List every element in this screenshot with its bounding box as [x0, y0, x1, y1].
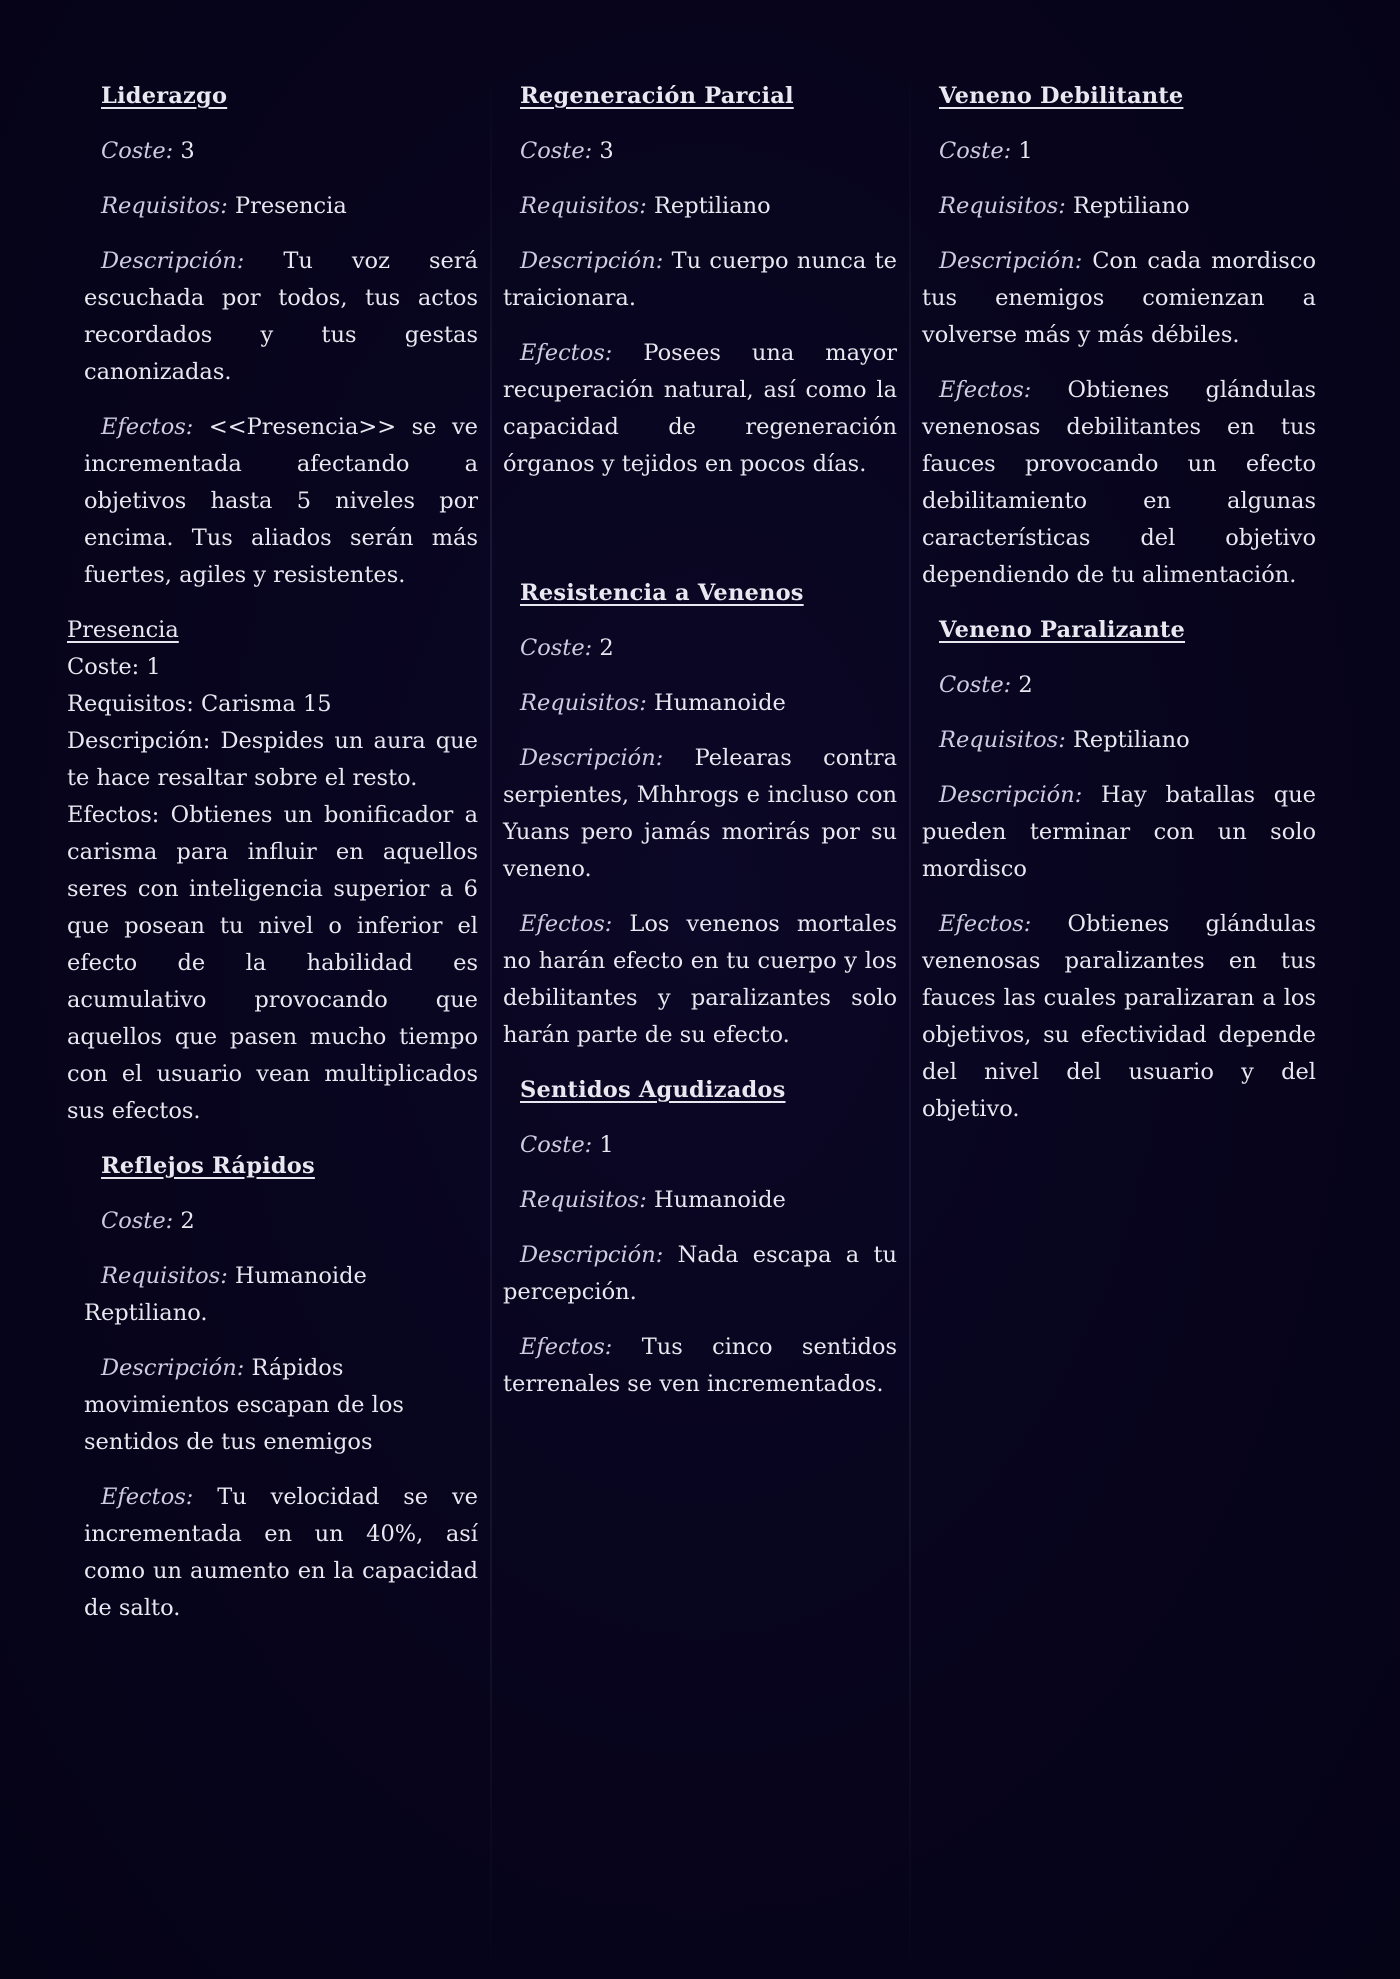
description-value: Pelearas contra serpientes, Mhhrogs e incluso con Yuans pero jamás morirás por su veneno.	[503, 745, 897, 882]
effects-value: Los venenos mortales no harán efecto en tu cuerpo y los debilitantes y paralizantes solo harán parte de su efecto.	[503, 911, 897, 1048]
cost-label: Coste:	[101, 138, 174, 164]
requirements-label: Requisitos:	[939, 727, 1066, 753]
column-divider	[490, 60, 492, 1979]
description-field	[922, 777, 1316, 888]
column-2	[503, 78, 897, 1421]
requirements-value: Presencia	[234, 193, 347, 219]
effects-label: Efectos:	[939, 377, 1032, 403]
cost-label: Coste:	[939, 138, 1012, 164]
cost-value: 2	[180, 1208, 195, 1234]
cost-value: 1	[1018, 138, 1033, 164]
requirements-label: Requisitos:	[939, 193, 1066, 219]
cost-field	[503, 1127, 897, 1164]
description-label: Descripción:	[101, 1355, 245, 1381]
ability-title: Presencia	[67, 617, 179, 643]
ability-title: Reflejos Rápidos	[101, 1153, 315, 1179]
cost-label: Coste:	[939, 672, 1012, 698]
effects-field	[84, 1479, 478, 1627]
cost-line: Coste: 1	[67, 654, 161, 680]
requirements-field	[922, 722, 1316, 759]
description-value: Hay batallas que pueden terminar con un solo mordisco	[922, 782, 1317, 882]
cost-value: 2	[1018, 672, 1033, 698]
effects-field	[503, 1329, 897, 1403]
requirements-field	[84, 1258, 478, 1332]
ability-title: Veneno Debilitante	[939, 83, 1184, 109]
requirements-value: Reptiliano	[1072, 193, 1190, 219]
requirements-label: Requisitos:	[101, 193, 228, 219]
requirements-label: Requisitos:	[520, 1187, 647, 1213]
cost-field	[84, 1203, 478, 1240]
ability-title: Liderazgo	[101, 83, 228, 109]
ability-title: Regeneración Parcial	[520, 83, 794, 109]
column-1	[67, 78, 478, 1645]
ability-title: Resistencia a Venenos	[520, 580, 804, 606]
effects-field	[922, 906, 1316, 1128]
cost-value: 2	[599, 635, 614, 661]
cost-field	[84, 133, 478, 170]
description-value: Tu cuerpo nunca te traicionara.	[503, 248, 897, 311]
effects-label: Efectos:	[939, 911, 1032, 937]
requirements-field	[503, 1182, 897, 1219]
description-label: Descripción:	[520, 1242, 664, 1268]
description-field	[84, 1350, 478, 1461]
description-label: Descripción:	[939, 782, 1083, 808]
requirements-label: Requisitos:	[101, 1263, 228, 1289]
cost-field	[922, 667, 1316, 704]
cost-field	[922, 133, 1316, 170]
description-label: Descripción:	[101, 248, 245, 274]
description-label: Descripción:	[939, 248, 1083, 274]
description-field	[922, 243, 1316, 354]
requirements-value: Humanoide	[653, 690, 786, 716]
effects-field	[503, 906, 897, 1054]
ability-title: Sentidos Agudizados	[520, 1077, 786, 1103]
effects-label: Efectos:	[520, 911, 613, 937]
column-3	[922, 78, 1316, 1146]
effects-label: Efectos:	[101, 1484, 194, 1510]
spacer	[503, 501, 897, 575]
effects-value: <<Presencia>> se ve incrementada afectando a objetivos hasta 5 niveles por encima. Tus aliados serán más fuertes, agiles y resistentes.	[84, 414, 478, 588]
cost-label: Coste:	[520, 1132, 593, 1158]
requirements-value: Reptiliano	[653, 193, 771, 219]
requirements-field	[922, 188, 1316, 225]
effects-value: Tu velocidad se ve incrementada en un 40%, así como un aumento en la capacidad de salto.	[84, 1484, 478, 1621]
description-field	[84, 243, 478, 391]
requirements-label: Requisitos:	[520, 690, 647, 716]
cost-value: 3	[180, 138, 195, 164]
requirements-field	[503, 188, 897, 225]
effects-label: Efectos:	[520, 340, 613, 366]
description-field	[503, 740, 897, 888]
requirements-line: Requisitos: Carisma 15	[67, 691, 332, 717]
effects-value: Posees una mayor recuperación natural, así como la capacidad de regeneración órganos y tejidos en pocos días.	[503, 340, 897, 477]
cost-value: 3	[599, 138, 614, 164]
effects-field	[922, 372, 1316, 594]
cost-field	[503, 133, 897, 170]
effects-label: Efectos:	[520, 1334, 613, 1360]
cost-value: 1	[599, 1132, 614, 1158]
requirements-value: Humanoide Reptiliano.	[84, 1263, 367, 1326]
description-value: Rápidos movimientos escapan de los sentidos de tus enemigos	[84, 1355, 404, 1455]
cost-label: Coste:	[520, 138, 593, 164]
cost-field	[503, 630, 897, 667]
effects-value: Tus cinco sentidos terrenales se ven incrementados.	[503, 1334, 898, 1397]
requirements-value: Humanoide	[653, 1187, 786, 1213]
description-label: Descripción:	[520, 745, 664, 771]
effects-field	[84, 409, 478, 594]
description-line: Descripción: Despides un aura que te hace resaltar sobre el resto.	[67, 728, 478, 791]
requirements-label: Requisitos:	[520, 193, 647, 219]
effects-line: Efectos: Obtienes un bonificador a carisma para influir en aquellos seres con inteligencia superior a 6 que posean tu nivel o inferior el efecto de la habilidad es acumulativo provocando que aquellos que pasen mucho tiempo con el usuario vean multiplicados sus efectos.	[67, 802, 478, 1124]
description-field	[503, 1237, 897, 1311]
requirements-value: Reptiliano	[1072, 727, 1190, 753]
description-value: Nada escapa a tu percepción.	[503, 1242, 897, 1305]
effects-label: Efectos:	[101, 414, 194, 440]
requirements-field	[84, 188, 478, 225]
cost-label: Coste:	[101, 1208, 174, 1234]
description-field	[503, 243, 897, 317]
description-value: Tu voz será escuchada por todos, tus actos recordados y tus gestas canonizadas.	[84, 248, 478, 385]
presencia-block	[67, 612, 478, 1130]
effects-value: Obtienes glándulas venenosas debilitantes en tus fauces provocando un efecto debilitamiento en algunas características del objetivo dependiendo de tu alimentación.	[922, 377, 1317, 588]
description-label: Descripción:	[520, 248, 664, 274]
requirements-field	[503, 685, 897, 722]
ability-title: Veneno Paralizante	[939, 617, 1186, 643]
column-divider	[909, 60, 911, 1979]
cost-label: Coste:	[520, 635, 593, 661]
effects-value: Obtienes glándulas venenosas paralizantes en tus fauces las cuales paralizaran a los objetivos, su efectividad depende del nivel del usuario y del objetivo.	[922, 911, 1317, 1122]
effects-field	[503, 335, 897, 483]
description-value: Con cada mordisco tus enemigos comienzan a volverse más y más débiles.	[922, 248, 1316, 348]
